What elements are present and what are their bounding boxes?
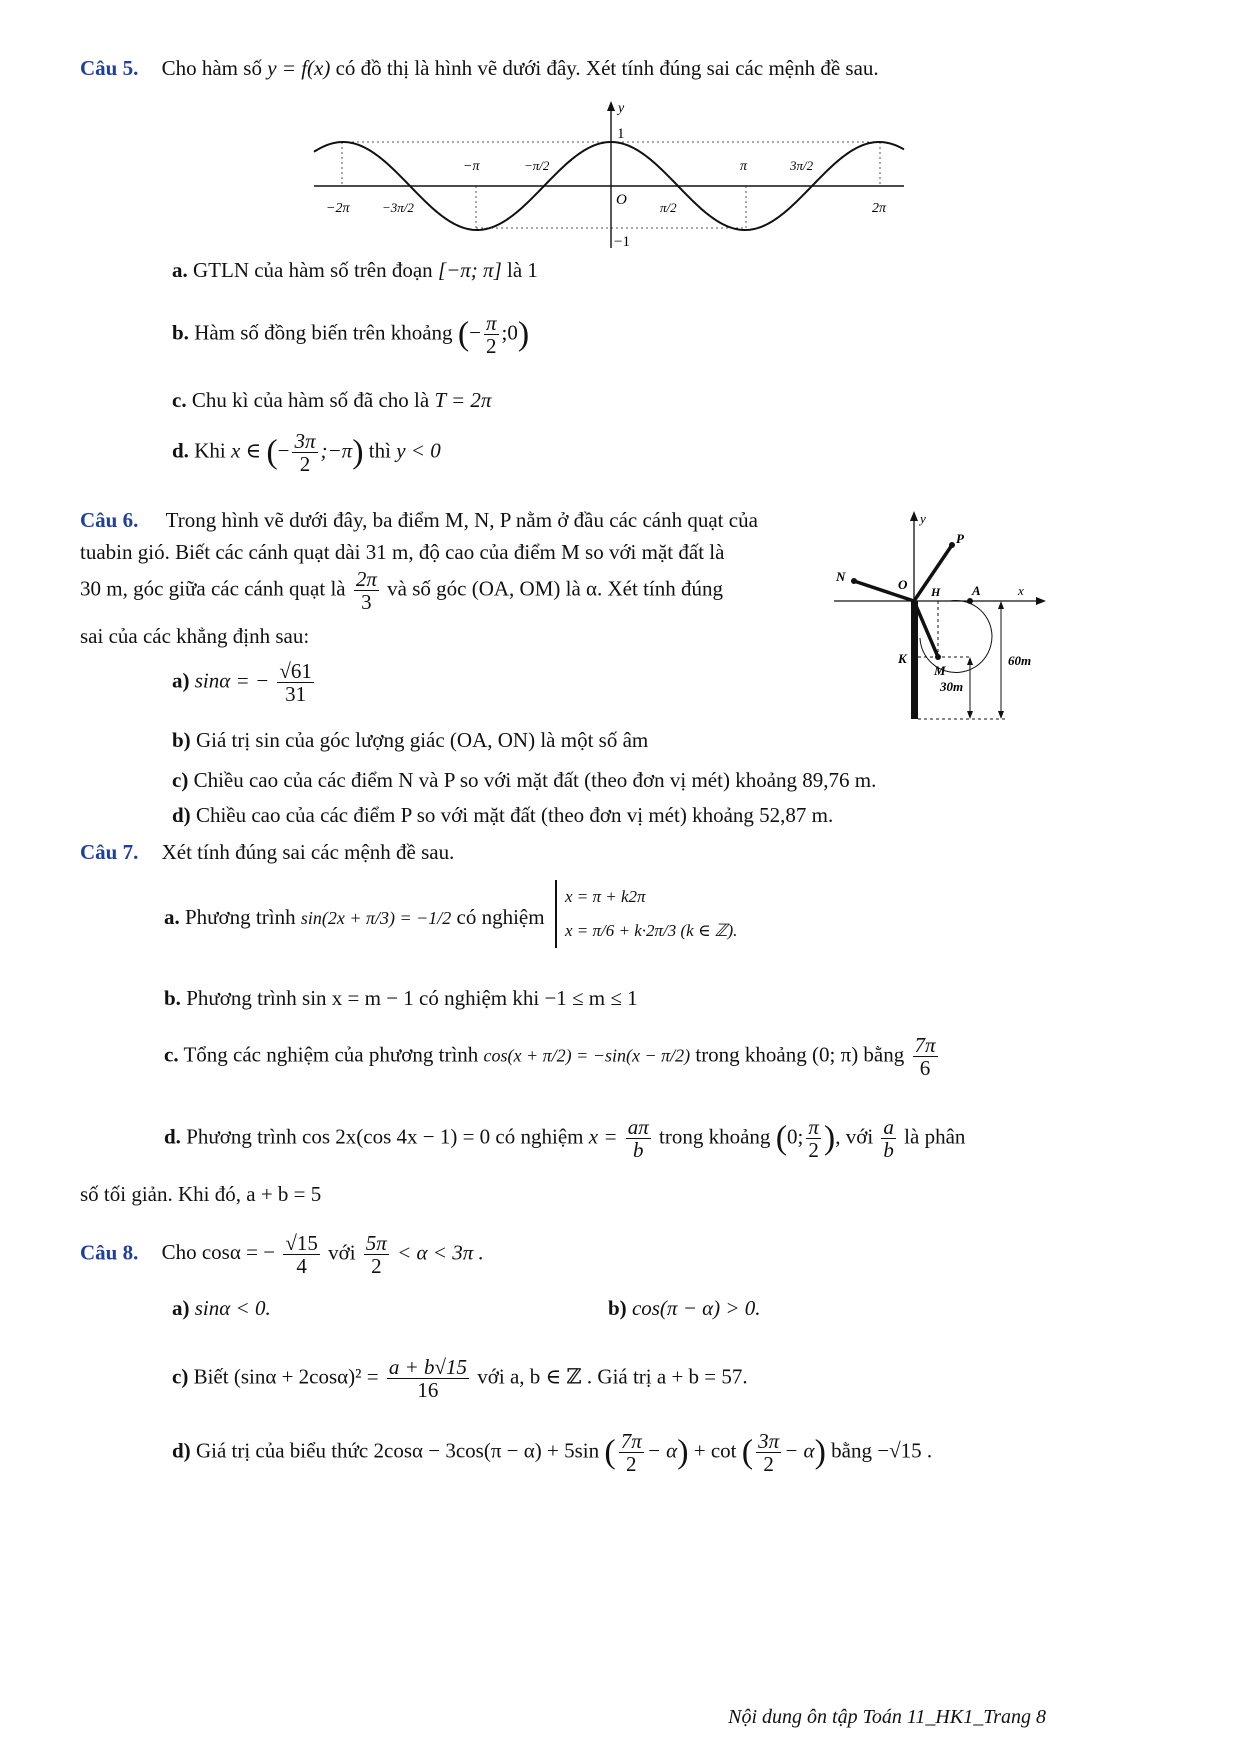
q7-stem — [80, 840, 454, 865]
q6-line3 — [80, 568, 723, 613]
q7-a-solution-1: x = π + k2π — [565, 887, 646, 906]
q8-d-label: d) — [172, 1438, 191, 1463]
q6-fig-y: y — [920, 511, 926, 526]
q8-item-a — [172, 1296, 271, 1321]
q5-label-neg-pi-half: −π/2 — [524, 158, 550, 173]
q5-b-label: b. — [172, 320, 189, 345]
q5-c-text: Chu kì của hàm số đã cho là — [191, 388, 430, 412]
q5-d-tail: ;−π — [320, 438, 353, 463]
q7-d-fraction: $\frac{a\pi}{b}$ — [627, 1115, 649, 1163]
q7-b-label: b. — [164, 986, 181, 1010]
q6-line3-b: và số góc (OA, OM) là α. Xét tính đúng — [387, 576, 724, 601]
q6-turbine-figure — [830, 505, 1050, 725]
q5-label-pi: π — [740, 159, 748, 174]
q7-c-tail: trong khoảng (0; π) bằng — [695, 1042, 905, 1067]
q5-label: Câu 5. — [80, 56, 139, 80]
q5-d-then: thì — [368, 438, 391, 463]
q5-c-math: T = 2π — [434, 388, 492, 412]
q6-fig-k: K — [898, 651, 907, 666]
q8-label: Câu 8. — [80, 1240, 139, 1265]
q6-b-label: b) — [172, 728, 191, 752]
q8-stem-c: < α < 3π . — [397, 1240, 484, 1265]
q8-item-b — [608, 1296, 761, 1321]
q6-d-text: Chiều cao của các điểm P so với mặt đất (theo đơn vị mét) khoảng 52,87 m. — [195, 803, 834, 827]
q8-stem-fraction-2: $\frac{5\pi}{2}$ — [365, 1231, 387, 1279]
q6-fig-o: O — [898, 577, 908, 592]
q5-stem — [80, 56, 879, 81]
q5-label-neg-pi: −π — [463, 159, 480, 174]
q5-label-three-pi-half: 3π/2 — [790, 158, 814, 173]
q8-stem — [80, 1232, 484, 1277]
q7-d-ab-fraction: $\frac{a}{b}$ — [883, 1115, 894, 1163]
q8-a-label: a) — [172, 1296, 190, 1320]
q8-item-d: d) Giá trị của biểu thức 2cosα − 3cos(π − α) + 5sin ( $\frac{7\pi}{2}$ − α) + cot ( $\frac{3\pi}{2}$ − α) bằng −√15 . — [172, 1429, 933, 1477]
q6-item-c — [172, 768, 876, 793]
q5-a-label: a. — [172, 258, 188, 282]
q6-line3-a: 30 m, góc giữa các cánh quạt là — [80, 576, 346, 601]
q5-d-math: y < 0 — [396, 438, 441, 463]
q6-line4: sai của các khẳng định sau: — [80, 624, 310, 648]
q7-c-text: Tổng các nghiệm của phương trình — [183, 1042, 479, 1067]
q6-fig-p: P — [956, 531, 964, 546]
q5-stem-text: Cho hàm số — [161, 56, 262, 80]
q8-item-c — [172, 1356, 748, 1401]
q8-d-cot: + cot — [693, 1438, 737, 1463]
q8-d-tail: bằng −√15 . — [831, 1438, 933, 1463]
q7-a-equation: sin(2x + π/3) = −1/2 — [300, 908, 452, 928]
q5-stem-tail: có đồ thị là hình vẽ dưới đây. Xét tính đúng sai các mệnh đề sau. — [335, 56, 879, 80]
q5-label-two-pi: 2π — [872, 201, 887, 216]
q5-label-origin: O — [616, 192, 627, 208]
q7-item-a — [164, 905, 545, 930]
q5-a-tail: là 1 — [507, 258, 538, 282]
q8-stem-with: với — [328, 1240, 356, 1265]
q8-d-fraction-1: $\frac{7\pi}{2}$ — [620, 1429, 642, 1477]
q8-d-mid: − α — [646, 1438, 678, 1463]
q7-c-equation: cos(x + π/2) = −sin(x − π/2) — [483, 1045, 691, 1066]
q8-stem-fraction: $\frac{√15}{4}$ — [285, 1231, 318, 1279]
q7-d-interval-fraction: $\frac{\pi}{2}$ — [808, 1115, 819, 1163]
q7-d-text: Phương trình cos 2x(cos 4x − 1) = 0 có nghiệm — [186, 1124, 584, 1149]
q8-b-text: cos(π − α) > 0. — [631, 1296, 761, 1320]
q6-fig-m: M — [934, 663, 946, 678]
q7-a-solution-set — [555, 880, 737, 948]
q8-d-mid-2: − α — [784, 1438, 815, 1463]
q8-c-tail: với a, b ∈ ℤ . Giá trị a + b = 57. — [477, 1364, 748, 1389]
q6-fig-60m: 60m — [1008, 653, 1032, 668]
q6-item-b — [172, 728, 648, 753]
q5-b-fraction: $\frac{\pi}{2}$ — [485, 311, 497, 359]
q8-stem-a: Cho cosα = − — [161, 1240, 276, 1265]
q6-a-text: sinα = − — [194, 668, 270, 693]
q7-a-text: Phương trình — [185, 905, 296, 929]
q5-d-fraction: $\frac{3\pi}{2}$ — [294, 429, 316, 477]
q7-b-text: Phương trình sin x = m − 1 có nghiệm khi −1 ≤ m ≤ 1 — [186, 986, 638, 1010]
q8-d-text: Giá trị của biểu thức 2cosα − 3cos(π − α) + 5sin — [195, 1438, 600, 1463]
q5-label-neg-two-pi: −2π — [326, 201, 350, 216]
q7-item-d: d. Phương trình cos 2x(cos 4x − 1) = 0 có nghiệm x = $\frac{a\pi}{b}$ trong khoảng (0; $\frac{\pi}{2}$ ), với $\frac{a}{b}$ là phân — [164, 1115, 966, 1163]
q5-item-b: b. Hàm số đồng biến trên khoảng (− $\frac{\pi}{2}$ ;0) — [172, 311, 530, 359]
q7-a-solution-2: x = π/6 + k·2π/3 (k ∈ ℤ). — [565, 921, 738, 940]
q6-fig-h: H — [931, 585, 941, 599]
q6-fig-n: N — [836, 569, 846, 584]
q7-d-tail: là phân — [904, 1124, 966, 1149]
q8-d-fraction-2: $\frac{3\pi}{2}$ — [758, 1429, 780, 1477]
q5-d-x-in: x ∈ — [230, 438, 262, 463]
q5-d-text: Khi — [194, 438, 226, 463]
q7-item-b — [164, 986, 638, 1011]
q5-label-pi-half: π/2 — [660, 200, 677, 215]
q5-b-text: Hàm số đồng biến trên khoảng — [194, 320, 453, 345]
q5-d-label: d. — [172, 438, 189, 463]
q7-label: Câu 7. — [80, 840, 139, 864]
q7-c-label: c. — [164, 1042, 179, 1067]
q6-item-d — [172, 803, 833, 828]
q7-d-with: , với — [835, 1124, 874, 1149]
q5-item-a — [172, 258, 538, 283]
q8-c-text: Biết (sinα + 2cosα)² = — [193, 1364, 379, 1389]
q6-a-fraction: $\frac{√61}{31}$ — [279, 659, 312, 707]
q6-line2: tuabin gió. Biết các cánh quạt dài 31 m, độ cao của điểm M so với mặt đất là — [80, 540, 725, 564]
q8-c-label: c) — [172, 1364, 189, 1389]
q8-a-text: sinα < 0. — [194, 1296, 271, 1320]
q6-a-label: a) — [172, 668, 190, 693]
q6-c-label: c) — [172, 768, 189, 792]
q7-d-line2: số tối giản. Khi đó, a + b = 5 — [80, 1182, 322, 1206]
q7-d-label: d. — [164, 1124, 181, 1149]
q5-item-d: d. Khi x ∈ (− $\frac{3\pi}{2}$ ;−π) thì y < 0 — [172, 429, 441, 477]
q6-item-a — [172, 660, 317, 705]
q5-label-neg-three-pi-half: −3π/2 — [382, 200, 414, 215]
q8-b-label: b) — [608, 1296, 627, 1320]
q8-c-fraction: $\frac{a + b√15}{16}$ — [388, 1355, 468, 1403]
q5-function: y = f(x) — [267, 56, 331, 80]
q5-a-text: GTLN của hàm số trên đoạn — [193, 258, 433, 282]
page-footer: Nội dung ôn tập Toán 11_HK1_Trang 8 — [728, 1706, 1046, 1728]
q6-fig-x: x — [1018, 583, 1024, 598]
q6-line1 — [80, 508, 758, 533]
q5-y-label: y — [618, 101, 625, 116]
q7-stem-text: Xét tính đúng sai các mệnh đề sau. — [161, 840, 455, 864]
q5-item-c — [172, 388, 491, 413]
q6-fig-30m: 30m — [940, 679, 964, 694]
q5-c-label: c. — [172, 388, 187, 412]
q6-line1-text: Trong hình vẽ dưới đây, ba điểm M, N, P nằm ở đầu các cánh quạt của — [165, 508, 758, 532]
q5-label-one: 1 — [617, 126, 625, 142]
q5-cosine-graph — [310, 98, 910, 258]
q6-b-text: Giá trị sin của góc lượng giác (OA, ON) là một số âm — [195, 728, 649, 752]
q5-label-minus-one: −1 — [614, 234, 630, 250]
q7-d-x: x = — [588, 1124, 618, 1149]
q7-a-label: a. — [164, 905, 180, 929]
q6-d-label: d) — [172, 803, 191, 827]
q6-angle-fraction: $\frac{2\pi}{3}$ — [355, 567, 377, 615]
q6-label: Câu 6. — [80, 508, 139, 532]
q5-a-math: [−π; π] — [437, 258, 502, 282]
q5-b-tail: ;0 — [501, 320, 518, 345]
q7-c-fraction: $\frac{7\pi}{6}$ — [914, 1033, 936, 1081]
q6-c-text: Chiều cao của các điểm N và P so với mặt đất (theo đơn vị mét) khoảng 89,76 m. — [193, 768, 877, 792]
q7-a-has: có nghiệm — [456, 905, 545, 929]
q6-fig-a: A — [972, 583, 981, 598]
q7-d-mid: trong khoảng — [659, 1124, 771, 1149]
q7-item-c — [164, 1034, 941, 1079]
